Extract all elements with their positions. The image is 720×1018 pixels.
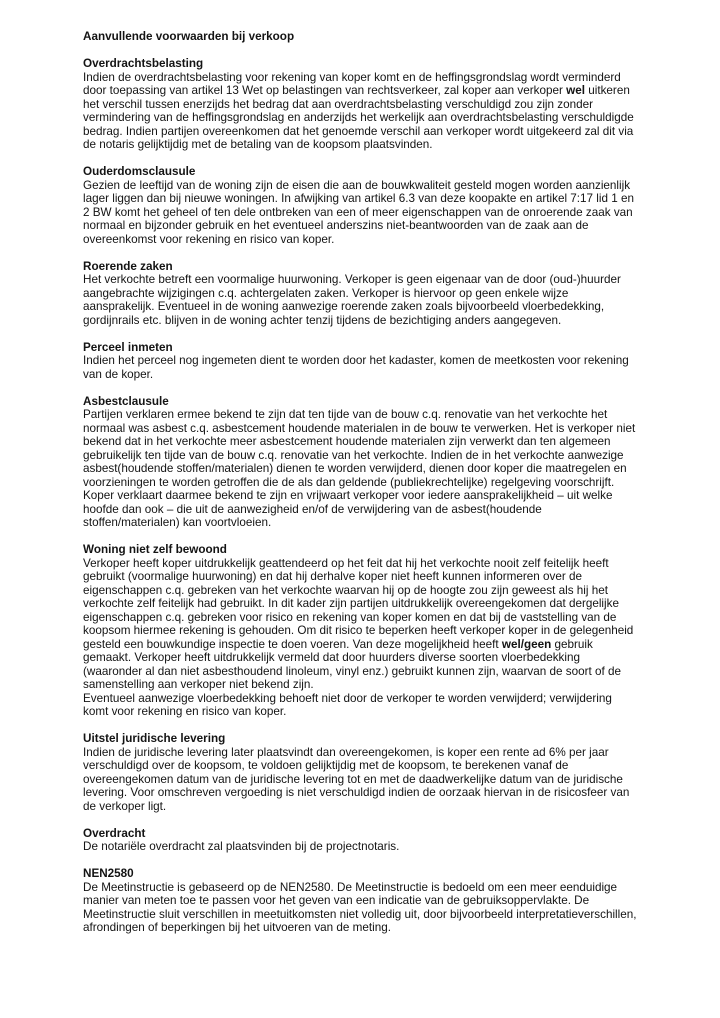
section-heading: Ouderdomsclausule: [83, 165, 196, 178]
section-heading: Woning niet zelf bewoond: [83, 543, 227, 556]
section-heading: Overdrachtsbelasting: [83, 57, 204, 70]
section-paragraph: [83, 354, 637, 381]
section-heading: Asbestclausule: [83, 394, 169, 408]
section-overdracht: [83, 827, 637, 854]
section-nen2580: [83, 867, 637, 935]
section-paragraph: [83, 840, 637, 854]
text-run: Indien het perceel nog ingemeten dient te worden door het kadaster, komen de meetkosten voor rekening van de koper.: [83, 354, 629, 381]
bold-text-run: wel: [566, 84, 585, 97]
section-heading: Overdracht: [83, 826, 146, 840]
section-heading: NEN2580: [83, 867, 134, 880]
text-run: Indien de juridische levering later plaatsvindt dan overeengekomen, is koper een rente ad 6% per jaar verschuldigd over de koopsom, te voldoen gelijktijdig met de koopsom, te berekenen vanaf de overeengekomen datum van de juridische levering tot en met de daadwerkelijke datum van de juridische levering. Voor omschreven vergoeding is niet verschuldigd indien de oorzaak hiervan in de risicosfeer van de verkoper ligt.: [83, 745, 630, 813]
document-title: Aanvullende voorwaarden bij verkoop: [83, 30, 295, 43]
section-paragraph: [83, 692, 637, 719]
section-paragraph: [83, 881, 637, 935]
section-ouderdomsclausule: [83, 165, 637, 246]
section-perceel-inmeten: [83, 341, 637, 382]
text-run: Indien de overdrachtsbelasting voor rekening van koper komt en de heffingsgrondslag wordt verminderd door toepassing van artikel 13 Wet op belastingen van rechtsverkeer, zal koper aan verkoper: [83, 70, 621, 97]
section-uitstel-juridische-levering: [83, 732, 637, 813]
section-paragraph: [83, 71, 637, 152]
document-page: [83, 30, 637, 948]
section-overdrachtsbelasting: [83, 57, 637, 152]
section-heading: Perceel inmeten: [83, 340, 173, 354]
text-run: De Meetinstructie is gebaseerd op de NEN2580. De Meetinstructie is bedoeld om een meer eenduidige manier van meten toe te passen voor het geven van een indicatie van de gebruiksoppervlakte. De Meetinstructie sluit verschillen in meetuitkomsten niet volledig uit, door bijvoorbeeld interpretatieverschillen, afrondingen of beperkingen bij het uitvoeren van de meting.: [83, 880, 637, 934]
text-run: gebruik gemaakt. Verkoper heeft uitdrukkelijk vermeld dat door huurders diverse soorten vloerbedekking (waaronder al dan niet asbesthoudend linoleum, vinyl enz.) gebruikt kunnen zijn, waarvan de soort of de samenstelling aan verkoper niet bekend zijn.: [83, 637, 621, 691]
text-run: Eventueel aanwezige vloerbedekking behoeft niet door de verkoper te worden verwijderd; verwijdering komt voor rekening en risico van koper.: [83, 691, 612, 718]
section-woning-niet-zelf-bewoond: [83, 543, 637, 719]
section-paragraph: [83, 273, 637, 327]
text-run: Gezien de leeftijd van de woning zijn de eisen die aan de bouwkwaliteit gesteld mogen worden aanzienlijk lager liggen dan bij nieuwe woningen. In afwijking van artikel 6.3 van deze koopakte en artikel 7:17 lid 1 en 2 BW komt het geheel of ten dele ontbreken van een of meer eigenschappen van de onroerende zaak van normaal en bijzonder gebruik en het eventueel anderszins niet-beantwoorden van de zaak aan de overeenkomst voor rekening en risico van koper.: [83, 178, 634, 246]
bold-text-run: wel/geen: [501, 637, 552, 651]
section-asbestclausule: [83, 395, 637, 530]
section-heading: Roerende zaken: [83, 259, 173, 273]
section-paragraph: [83, 179, 637, 247]
section-paragraph: [83, 557, 637, 692]
text-run: Partijen verklaren ermee bekend te zijn dat ten tijde van de bouw c.q. renovatie van het verkochte het normaal was asbest c.q. asbestcement houdende materialen in de bouw te verwerken. Het is verkoper niet bekend dat in het verkochte meer asbestcement houdende materialen zijn verwerkt dan ten algemeen gebruikelijk ten tijde van de bouw c.q. renovatie van het verkochte. Indien de in het verkochte aanwezige asbest(houdende stoffen/materialen) dienen te worden verwijderd, dienen door koper die maatregelen en voorzieningen te worden getroffen die de als dan geldende (publiekrechtelijke) regelgeving voorschrijft. Koper verklaart daarmee bekend te zijn en vrijwaart verkoper voor iedere aansprakelijkheid – uit welke hoofde dan ook – die uit de aanwezigheid en/of de verwijdering van de asbest(houdende stoffen/materialen) kan voortvloeien.: [83, 408, 636, 529]
section-roerende-zaken: [83, 260, 637, 328]
text-run: Het verkochte betreft een voormalige huurwoning. Verkoper is geen eigenaar van de door (oud-)huurder aangebrachte wijzigingen c.q. achtergelaten zaken. Verkoper is hiervoor op geen enkele wijze aansprakelijk. Eventueel in de woning aanwezige roerende zaken zoals bijvoorbeeld vloerbedekking, gordijnrails etc. blijven in de woning achter tenzij tijdens de bezichtiging anders aangegeven.: [83, 273, 621, 327]
text-run: uitkeren het verschil tussen enerzijds het bedrag dat aan overdrachtsbelasting verschuldigd zou zijn zonder vermindering van de heffingsgrondslag en anderzijds het werkelijk aan overdrachtsbelasting verschuldigde bedrag. Indien partijen overeenkomen dat het genoemde verschil aan verkoper wordt uitgekeerd zal dit via de notaris gelijktijdig met de betaling van de koopsom plaatsvinden.: [83, 84, 634, 151]
section-paragraph: [83, 746, 637, 814]
section-paragraph: [83, 408, 637, 530]
section-heading: Uitstel juridische levering: [83, 732, 226, 745]
text-run: Verkoper heeft koper uitdrukkelijk geattendeerd op het feit dat hij het verkochte nooit zelf feitelijk heeft gebruikt (voormalige huurwoning) en dat hij derhalve koper niet heeft kunnen informeren over de eigenschappen c.q. gebreken van het verkochte waarvan hij op de hoogte zou zijn geweest als hij het verkochte zelf feitelijk had gebruikt. In dit kader zijn partijen uitdrukkelijk overeengekomen dat dergelijke eigenschappen c.q. gebreken voor risico en rekening van koper komen en dat bij de vaststelling van de koopsom hiermee rekening is gehouden. Om dit risico te beperken heeft verkoper koper in de gelegenheid gesteld een bouwkundige inspectie te doen voeren. Van deze mogelijkheid heeft: [83, 556, 634, 651]
text-run: De notariële overdracht zal plaatsvinden bij de projectnotaris.: [83, 840, 400, 853]
